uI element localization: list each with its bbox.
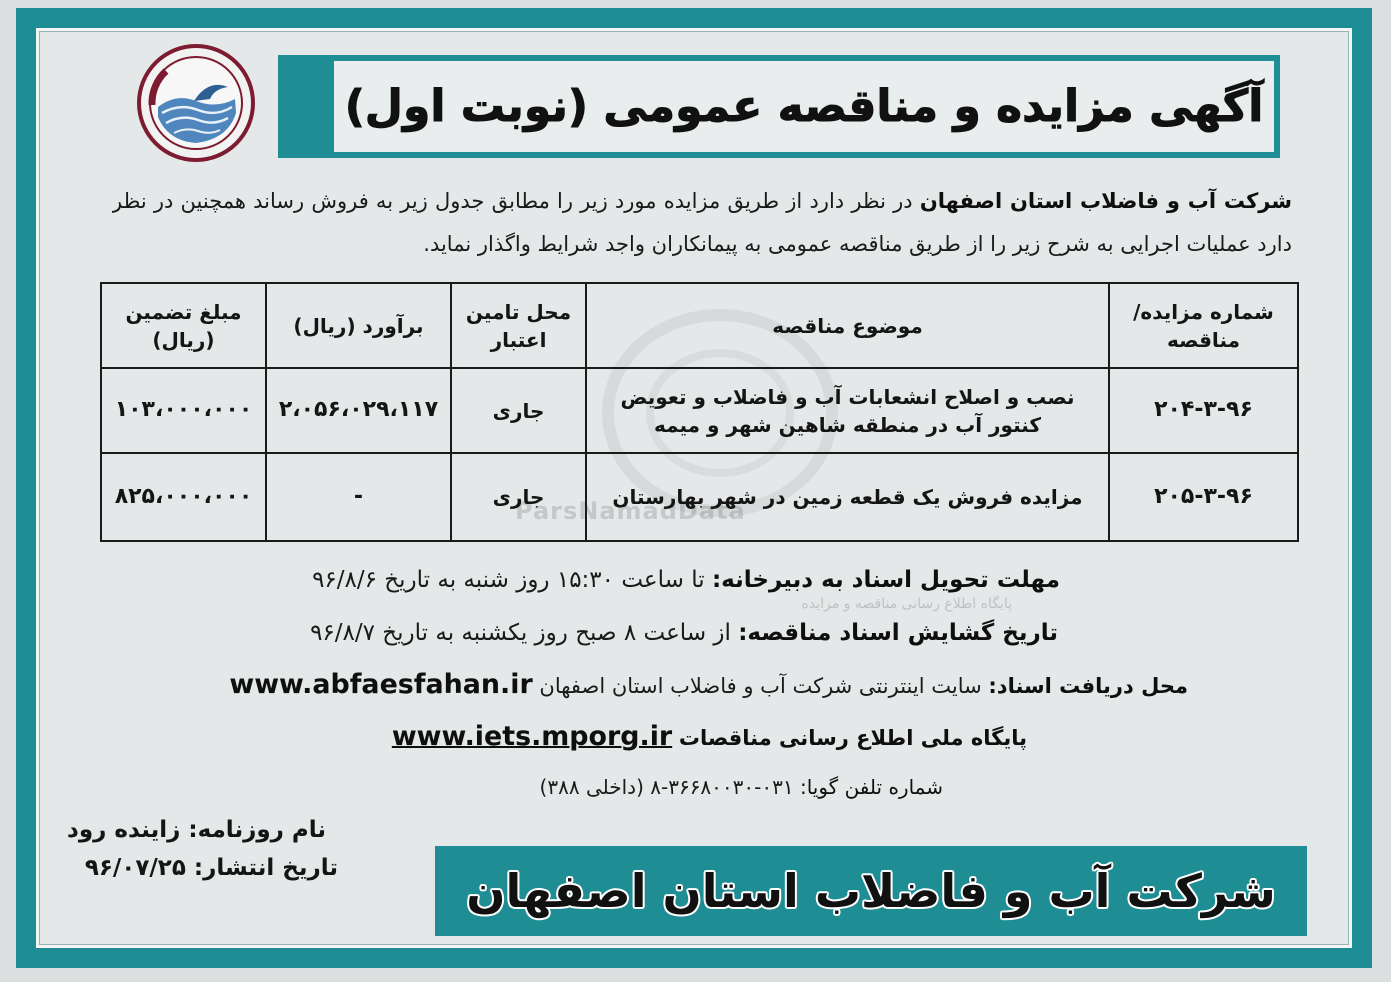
tender-estimate: - [266, 453, 451, 541]
header-subject: موضوع مناقصه [586, 283, 1109, 368]
documents-line [150, 662, 1188, 708]
footer-company-name: شرکت آب و فاضلاب استان اصفهان [466, 864, 1276, 918]
watermark-tagline: پایگاه اطلاع رسانی مناقصه و مزایده [801, 596, 1012, 612]
newspaper-name: زاینده رود [67, 817, 181, 843]
tender-subject: نصب و اصلاح انشعابات آب و فاضلاب و تعویض کنتور آب در منطقه شاهین شهر و میمه [586, 368, 1109, 453]
publish-date-label: تاریخ انتشار: [193, 855, 338, 881]
tender-number: ۲۰۵-۳-۹۶ [1109, 453, 1298, 541]
tender-table [100, 282, 1299, 542]
watermark-brand: ParsNamadData [515, 497, 746, 525]
tender-guarantee: ۸۲۵،۰۰۰،۰۰۰ [101, 453, 266, 541]
title-banner [278, 55, 1280, 158]
opening-line [220, 612, 1058, 654]
page-title: آگهی مزایده و مناقصه عمومی (نوبت اول) [344, 81, 1264, 132]
documents-value: سایت اینترنتی شرکت آب و فاضلاب استان اصفهان [539, 674, 982, 698]
documents-label: محل دریافت اسناد: [988, 674, 1188, 698]
portal-label: پایگاه ملی اطلاع رسانی مناقصات [678, 726, 1027, 750]
title-panel [334, 61, 1274, 152]
portal-line [300, 714, 1027, 760]
phone-label: شماره تلفن گویا: [799, 775, 943, 799]
table-row [101, 453, 1298, 541]
phone-line [380, 768, 943, 806]
water-company-logo-icon [136, 43, 256, 163]
opening-value: از ساعت ۸ صبح روز یکشنبه به تاریخ ۹۶/۸/۷ [310, 620, 731, 646]
intro-company-name: شرکت آب و فاضلاب استان اصفهان [919, 189, 1292, 213]
intro-body: در نظر دارد از طریق مزایده مورد زیر را مطابق جدول زیر به فروش رساند همچنین در نظر دارد عملیات اجرایی به شرح زیر را از طریق مناقصه عمومی به پیمانکاران واجد شرایط واگذار نماید. [112, 189, 1292, 256]
publish-date-line [40, 849, 338, 887]
tender-subject: مزایده فروش یک قطعه زمین در شهر بهارستان [586, 453, 1109, 541]
tender-funding: جاری [451, 453, 586, 541]
opening-label: تاریخ گشایش اسناد مناقصه: [738, 620, 1058, 646]
phone-extension: (داخلی ۳۸۸) [539, 775, 644, 799]
publish-date: ۹۶/۰۷/۲۵ [84, 855, 186, 881]
tender-funding: جاری [451, 368, 586, 453]
deadline-value: تا ساعت ۱۵:۳۰ روز شنبه به تاریخ ۹۶/۸/۶ [312, 567, 705, 593]
table-row [101, 368, 1298, 453]
tender-number: ۲۰۴-۳-۹۶ [1109, 368, 1298, 453]
company-website-url: www.abfaesfahan.ir [229, 669, 533, 700]
header-number: شماره مزایده/ مناقصه [1109, 283, 1298, 368]
phone-number: ۰۳۱-۳۶۶۸۰۰۳۰-۸ [650, 775, 794, 799]
footer-banner [435, 846, 1307, 936]
intro-paragraph [112, 180, 1292, 268]
newspaper-name-label: نام روزنامه: [188, 817, 326, 843]
tender-guarantee: ۱۰۳،۰۰۰،۰۰۰ [101, 368, 266, 453]
deadline-label: مهلت تحویل اسناد به دبیرخانه: [711, 567, 1060, 593]
tender-estimate: ۲،۰۵۶،۰۲۹،۱۱۷ [266, 368, 451, 453]
table-header-row [101, 283, 1298, 368]
header-estimate: برآورد (ریال) [266, 283, 451, 368]
portal-url: www.iets.mporg.ir [391, 721, 673, 752]
header-funding: محل تامین اعتبار [451, 283, 586, 368]
newspaper-name-line [40, 811, 326, 849]
header-guarantee: مبلغ تضمین (ریال) [101, 283, 266, 368]
deadline-line [220, 559, 1060, 601]
